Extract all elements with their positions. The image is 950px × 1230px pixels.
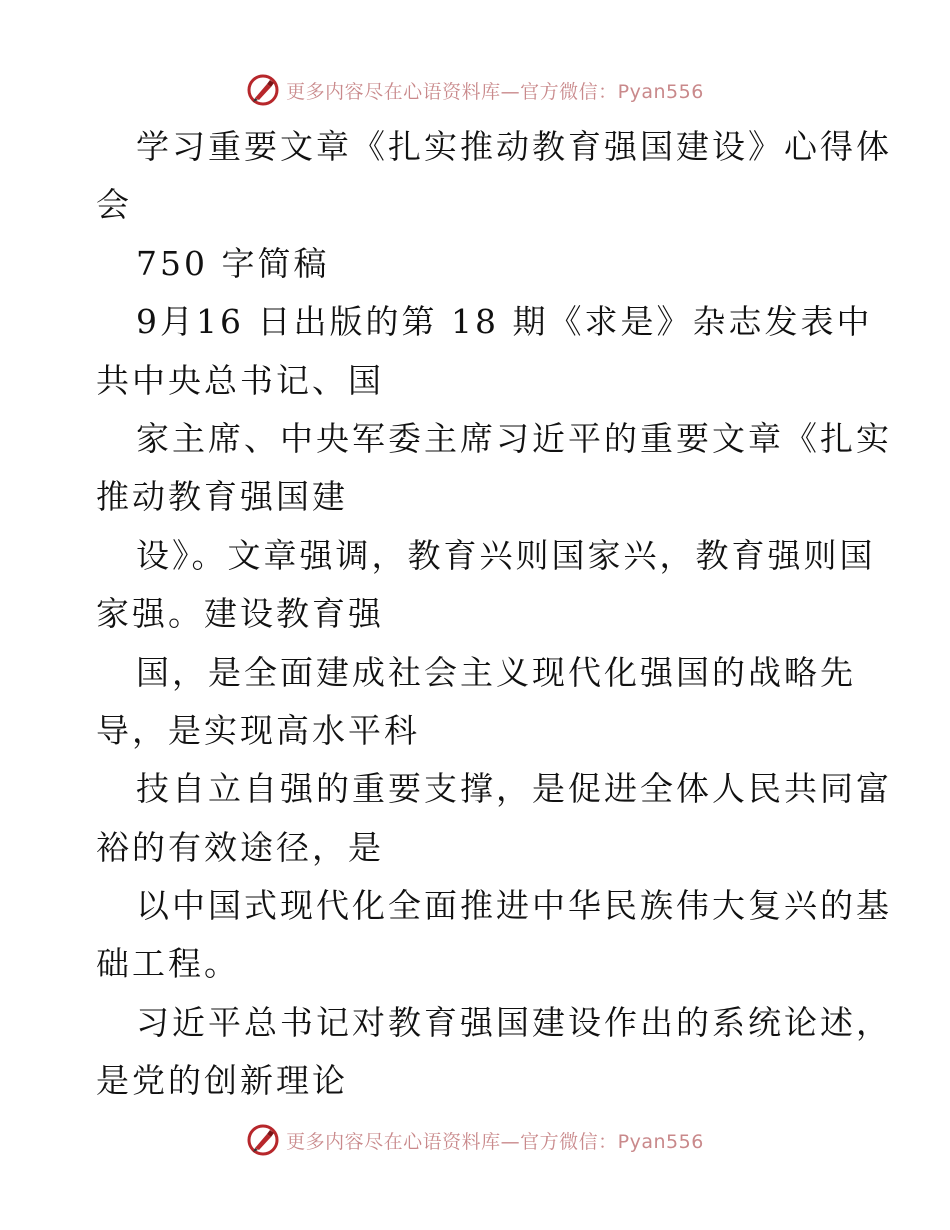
text-line: 推动教育强国建 (96, 477, 348, 517)
pen-logo-icon (246, 73, 280, 107)
text-line: 学习重要文章《扎实推动教育强国建设》心得体 (136, 127, 892, 166)
watermark-text: 更多内容尽在心语资料库—官方微信：Pyan556 (286, 1130, 704, 1153)
document-body (96, 118, 892, 1111)
text-line: 以中国式现代化全面推进中华民族伟大复兴的基 (136, 886, 892, 926)
text-line: 技自立自强的重要支撑，是促进全体人民共同富 (136, 769, 892, 809)
header-watermark (0, 70, 950, 110)
footer-watermark (0, 1120, 950, 1160)
text-line: 国，是全面建成社会主义现代化强国的战略先 (136, 652, 856, 692)
pen-logo-icon (246, 1123, 280, 1157)
watermark-text: 更多内容尽在心语资料库—官方微信：Pyan556 (286, 80, 704, 103)
text-line: 会 (96, 185, 132, 225)
text-line: 750 字简稿 (136, 243, 330, 283)
text-line: 习近平总书记对教育强国建设作出的系统论述， (136, 1002, 892, 1042)
text-line: 裕的有效途径，是 (96, 827, 384, 867)
text-line: 是党的创新理论 (96, 1061, 348, 1101)
text-line: 础工程。 (96, 944, 240, 984)
text-line: 家主席、中央军委主席习近平的重要文章《扎实 (136, 418, 892, 458)
text-line: 家强。建设教育强 (96, 594, 384, 634)
text-line: 共中央总书记、国 (96, 360, 384, 400)
text-line: 9月16 日出版的第 18 期《求是》杂志发表中 (136, 302, 873, 342)
text-line: 导，是实现高水平科 (96, 710, 420, 750)
text-line: 设》。文章强调，教育兴则国家兴，教育强则国 (136, 535, 876, 575)
